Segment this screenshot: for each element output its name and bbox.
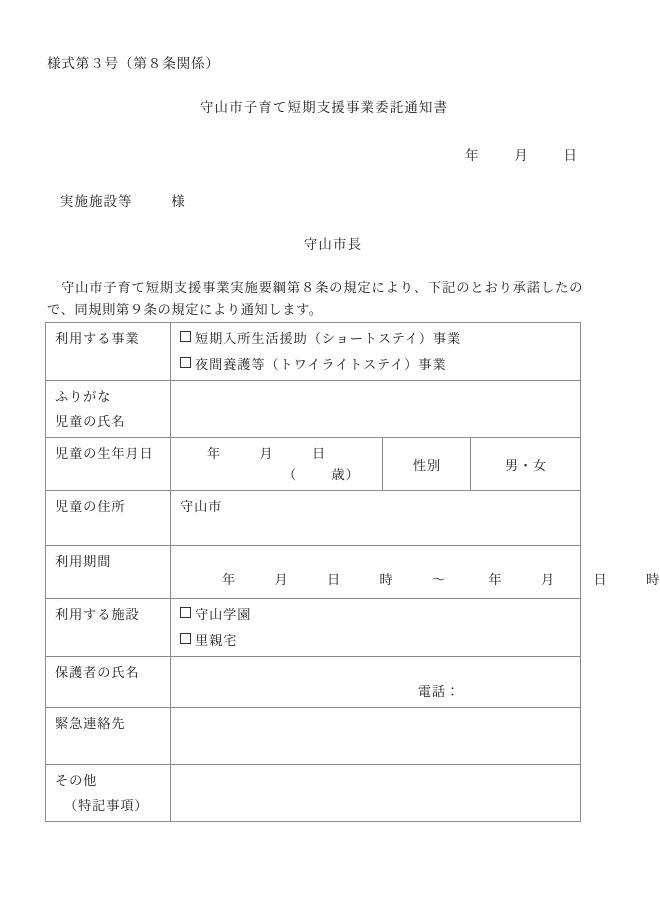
field-emergency-contact[interactable] xyxy=(171,708,581,765)
table-row-birthdate xyxy=(46,438,581,491)
issue-date-day: 日 xyxy=(563,148,578,163)
gender-options-text: 男・女 xyxy=(504,457,548,473)
checkbox-label: 守山学園 xyxy=(195,607,252,622)
label-text: 児童の住所 xyxy=(55,499,126,514)
table-row-child-name xyxy=(46,381,581,438)
birthdate-subtable xyxy=(171,438,580,490)
checkbox-icon[interactable] xyxy=(180,357,191,368)
row-label-service xyxy=(46,323,171,381)
label-text: 利用期間 xyxy=(55,554,112,569)
row-value-service xyxy=(171,323,581,381)
checkbox-option-shortstay[interactable] xyxy=(180,328,572,349)
checkbox-option-moriyama-gakuen[interactable] xyxy=(180,604,572,625)
application-details-table xyxy=(45,322,660,822)
field-period[interactable] xyxy=(171,546,660,599)
table-row-service xyxy=(46,323,581,381)
birth-month: 月 xyxy=(259,446,274,461)
age-unit: 歳） xyxy=(331,467,360,482)
label-other-line2: （特記事項） xyxy=(64,798,149,813)
row-label-child-name xyxy=(46,381,171,438)
row-label-birthdate xyxy=(46,438,171,491)
issue-date-year: 年 xyxy=(465,148,480,163)
row-label-facility xyxy=(46,599,171,657)
birthdate-fields xyxy=(171,443,382,464)
table-row-address xyxy=(46,491,581,546)
field-birthdate[interactable] xyxy=(171,438,383,490)
age-fields xyxy=(171,464,382,485)
birth-day: 日 xyxy=(312,446,327,461)
page-title: 守山市子育て短期支援事業委託通知書 xyxy=(199,100,449,115)
period-to-year: 年 xyxy=(488,572,503,587)
period-from-year: 年 xyxy=(222,572,237,587)
period-from-month: 月 xyxy=(274,572,289,587)
addressee-line xyxy=(60,190,186,210)
row-value-birthdate xyxy=(171,438,581,491)
label-text: 緊急連絡先 xyxy=(55,716,126,731)
label-furigana: ふりがな xyxy=(55,389,112,404)
guardian-tel-label: 電話： xyxy=(417,684,460,699)
checkbox-icon[interactable] xyxy=(180,633,191,644)
field-guardian[interactable] xyxy=(171,657,581,708)
label-child-name: 児童の氏名 xyxy=(55,414,126,429)
field-address[interactable] xyxy=(171,491,581,546)
table-row-other-notes xyxy=(46,765,581,822)
form-code: 様式第３号（第８条関係） xyxy=(47,56,220,71)
period-to-day: 日 xyxy=(593,572,608,587)
table-row-emergency-contact xyxy=(46,708,581,765)
birth-year: 年 xyxy=(207,446,222,461)
period-from-hour: 時 xyxy=(379,572,394,587)
field-value xyxy=(180,386,572,405)
checkbox-label: 短期入所生活援助（ショートステイ）事業 xyxy=(195,331,462,346)
gender-label-text: 性別 xyxy=(412,457,442,473)
field-child-name[interactable] xyxy=(171,381,581,438)
period-separator: ～ xyxy=(432,572,447,587)
row-label-guardian xyxy=(46,657,171,708)
row-label-address xyxy=(46,491,171,546)
issuer-name: 守山市長 xyxy=(303,237,363,252)
field-other-notes[interactable] xyxy=(171,765,581,822)
period-from-day: 日 xyxy=(327,572,342,587)
issue-date-month: 月 xyxy=(514,148,529,163)
body-paragraph: 守山市子育て短期支援事業実施要綱第８条の規定により、下記のとおり承諾したので、同規則第９条の規定により通知します。 xyxy=(47,280,583,317)
field-value xyxy=(180,713,572,732)
label-text: 利用する事業 xyxy=(55,331,140,346)
row-label-period xyxy=(46,546,171,599)
table-row-period xyxy=(46,546,581,599)
label-text: 利用する施設 xyxy=(55,607,140,622)
checkbox-icon[interactable] xyxy=(180,331,191,342)
label-text: 保護者の氏名 xyxy=(55,665,140,680)
checkbox-label: 里親宅 xyxy=(195,633,238,648)
table-row-guardian xyxy=(46,657,581,708)
label-text: 児童の生年月日 xyxy=(55,446,154,461)
row-label-other-notes xyxy=(46,765,171,822)
period-fields xyxy=(180,551,660,590)
field-value xyxy=(180,770,572,789)
addressee-label: 実施施設等 xyxy=(60,194,133,209)
label-gender xyxy=(383,438,471,490)
checkbox-label: 夜間養護等（トワイライトステイ）事業 xyxy=(195,357,447,372)
checkbox-option-twilightstay[interactable] xyxy=(180,354,572,375)
period-to-month: 月 xyxy=(541,572,556,587)
period-to-hour: 時 xyxy=(646,572,660,587)
field-value: 守山市 xyxy=(180,499,223,514)
issue-date-line xyxy=(465,144,578,164)
label-other-line1: その他 xyxy=(55,773,98,788)
checkbox-option-foster-home[interactable] xyxy=(180,630,572,651)
checkbox-icon[interactable] xyxy=(180,607,191,618)
table-row-facility xyxy=(46,599,581,657)
field-gender[interactable] xyxy=(471,438,581,490)
row-label-emergency-contact xyxy=(46,708,171,765)
row-value-facility xyxy=(171,599,581,657)
addressee-honorific: 様 xyxy=(171,194,186,209)
age-open-paren: （ xyxy=(283,467,298,482)
